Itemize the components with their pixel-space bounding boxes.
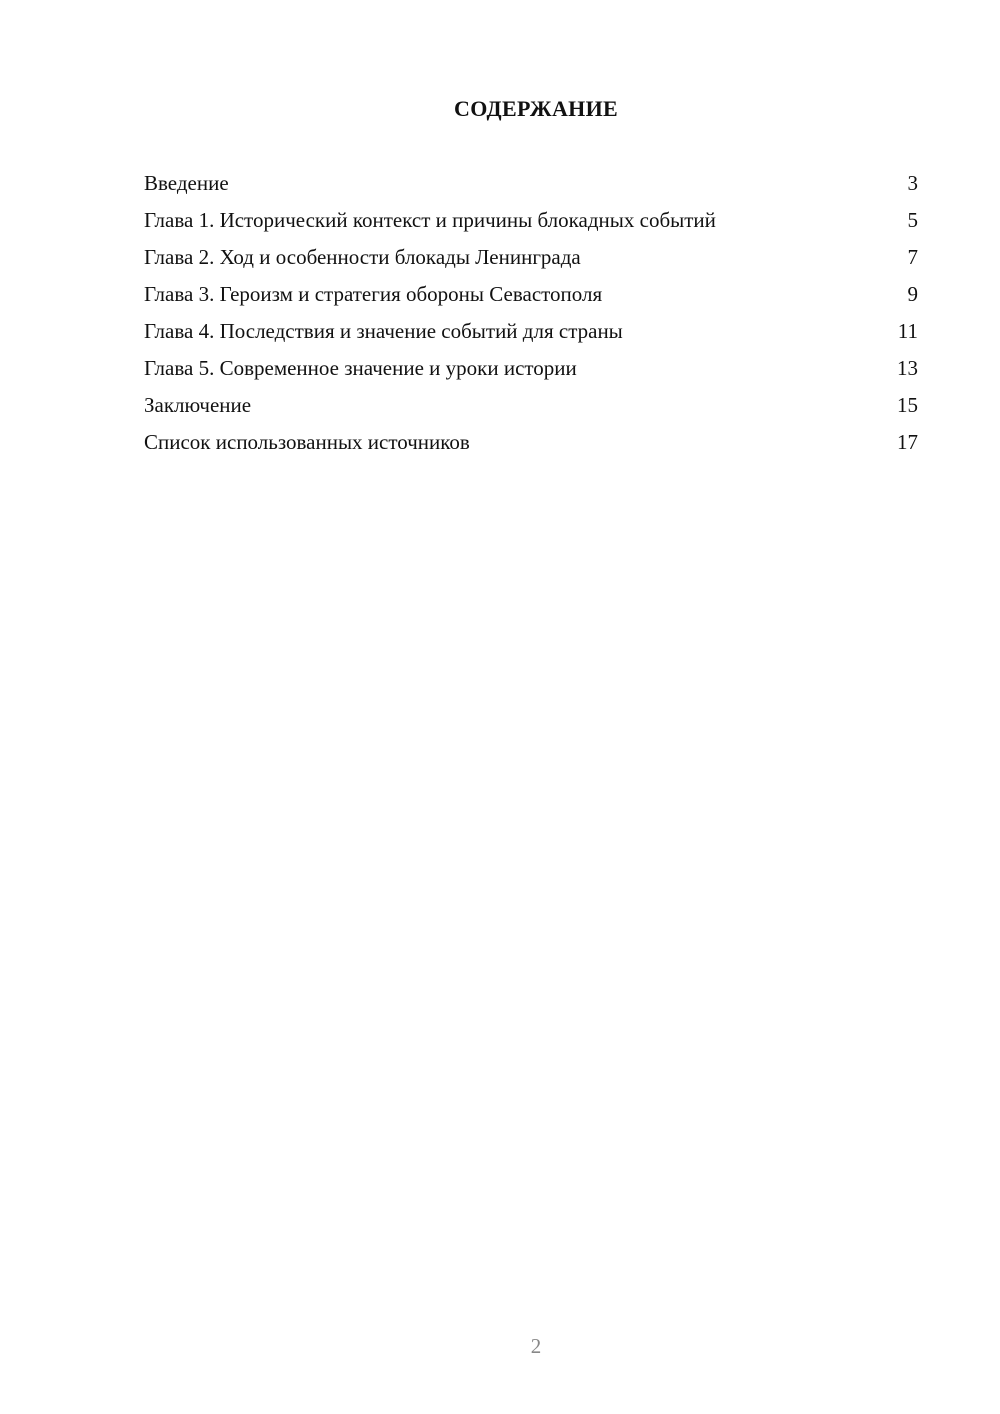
- page-number: 2: [530, 1334, 542, 1358]
- toc-item-page: 13: [897, 356, 918, 380]
- toc-item-label: Заключение: [144, 393, 252, 417]
- toc-item-label: Глава 1. Исторический контекст и причины блокадных событий: [144, 208, 716, 232]
- toc-item-label: Глава 2. Ход и особенности блокады Ленинграда: [144, 245, 581, 269]
- toc-title: СОДЕРЖАНИЕ: [454, 96, 618, 121]
- toc-item-chapter-4[interactable]: [144, 318, 918, 344]
- toc-item-page: 5: [907, 208, 918, 232]
- toc-item-label: Глава 4. Последствия и значение событий для страны: [144, 319, 623, 343]
- toc-item-label: Глава 5. Современное значение и уроки истории: [144, 356, 577, 380]
- toc-item-label: Список использованных источников: [144, 430, 470, 454]
- toc-item-label: Глава 3. Героизм и стратегия обороны Севастополя: [144, 282, 603, 306]
- toc-item-introduction[interactable]: [144, 170, 918, 196]
- toc-item-chapter-2[interactable]: [144, 244, 918, 270]
- toc-item-references[interactable]: [144, 429, 918, 455]
- toc-item-page: 11: [897, 319, 918, 343]
- toc-item-page: 15: [897, 393, 918, 417]
- toc-item-chapter-1[interactable]: [144, 207, 918, 233]
- toc-item-chapter-3[interactable]: [144, 281, 918, 307]
- toc-item-conclusion[interactable]: [144, 392, 918, 418]
- table-of-contents: [144, 170, 918, 466]
- toc-item-label: Введение: [144, 171, 229, 195]
- toc-item-page: 9: [907, 282, 918, 306]
- toc-item-page: 7: [907, 245, 918, 269]
- toc-item-page: 3: [907, 171, 918, 195]
- toc-item-page: 17: [897, 430, 918, 454]
- toc-item-chapter-5[interactable]: [144, 355, 918, 381]
